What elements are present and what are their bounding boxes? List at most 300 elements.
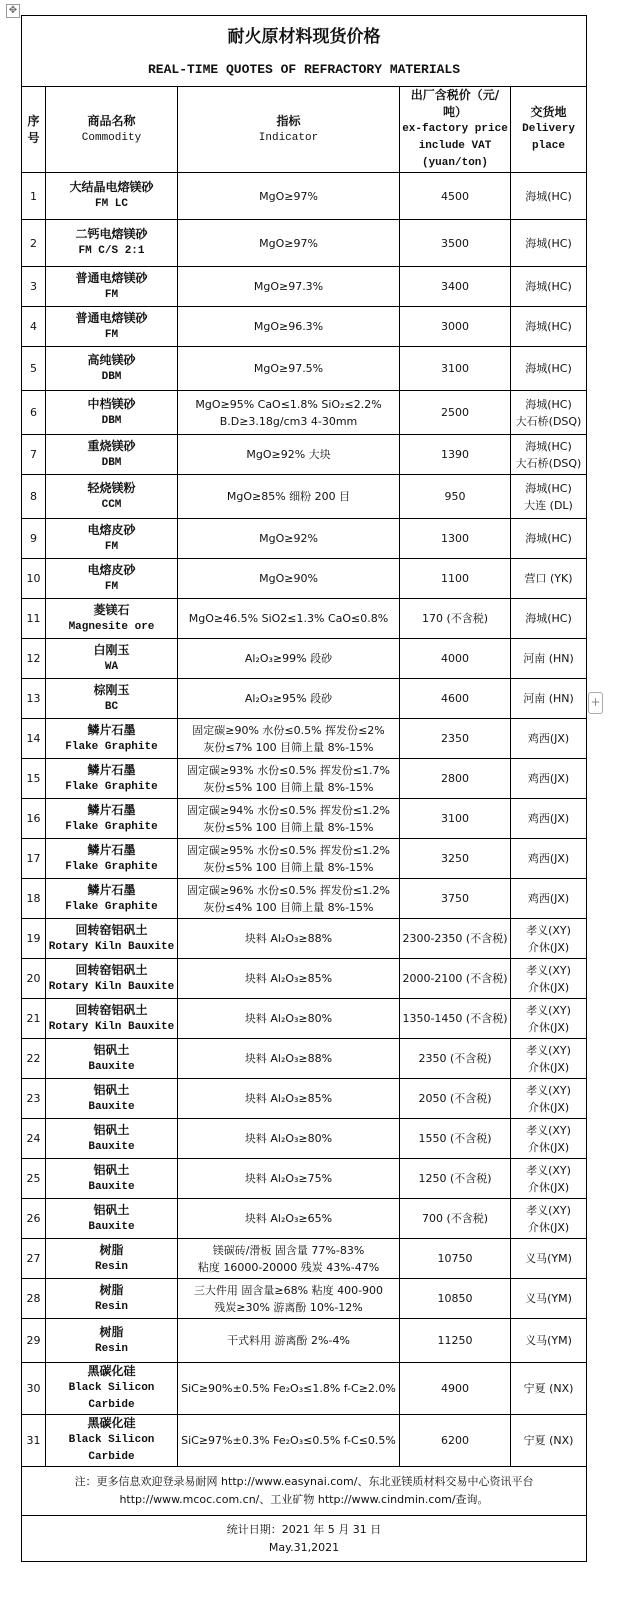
row-number: 21 — [22, 999, 46, 1039]
indicator-cell — [178, 639, 400, 679]
table-row — [22, 1199, 587, 1239]
commodity-name-cn: 鳞片石墨 — [87, 842, 136, 857]
row-number: 7 — [22, 435, 46, 475]
commodity-name-en: DBM — [101, 456, 122, 469]
delivery-place: 孝义(XY) — [526, 1003, 571, 1017]
indicator-cell — [178, 839, 400, 879]
commodity-cell — [46, 919, 178, 959]
delivery-place-cell — [511, 435, 587, 475]
row-number: 12 — [22, 639, 46, 679]
table-row — [22, 347, 587, 391]
price-cell: 2300-2350 (不含税) — [400, 919, 511, 959]
table-row — [22, 959, 587, 999]
indicator-line: 固定碳≥93% 水份≤0.5% 挥发份≤1.7% — [187, 763, 390, 777]
row-number: 3 — [22, 267, 46, 307]
footnote: 注：更多信息欢迎登录易耐网 http://www.easynai.com/、东北亚镁质材料交易中心资讯平台 http://www.mcoc.com.cn/、工业矿物 http://www.cindmin.com/查询。 — [22, 1467, 587, 1516]
commodity-cell — [46, 435, 178, 475]
price-cell: 4600 — [400, 679, 511, 719]
commodity-cell — [46, 519, 178, 559]
delivery-place-cell — [511, 959, 587, 999]
row-number: 29 — [22, 1319, 46, 1363]
indicator-line: 块料 Al₂O₃≥75% — [244, 1172, 333, 1185]
delivery-place-cell — [511, 759, 587, 799]
price-cell: 3750 — [400, 879, 511, 919]
price-cell: 1550 (不含税) — [400, 1119, 511, 1159]
commodity-name-cn: 轻烧镁粉 — [87, 480, 136, 495]
indicator-cell — [178, 759, 400, 799]
price-cell: 6200 — [400, 1415, 511, 1467]
indicator-cell — [178, 1239, 400, 1279]
commodity-name-en: Bauxite — [88, 1140, 135, 1153]
indicator-line: 块料 Al₂O₃≥85% — [244, 972, 333, 985]
delivery-place: 义马(YM) — [525, 1292, 572, 1305]
table-header — [22, 87, 587, 173]
table-row — [22, 267, 587, 307]
table-row — [22, 919, 587, 959]
indicator-line: Al₂O₃≥95% 段砂 — [244, 692, 333, 705]
commodity-name-cn: 回转窑铝矾土 — [75, 962, 148, 977]
delivery-place-cell — [511, 1415, 587, 1467]
commodity-name-en: Bauxite — [88, 1220, 135, 1233]
delivery-place-cell — [511, 307, 587, 347]
price-cell: 2350 — [400, 719, 511, 759]
delivery-place-cell — [511, 391, 587, 435]
price-cell: 1350-1450 (不含税) — [400, 999, 511, 1039]
delivery-place-cell — [511, 879, 587, 919]
delivery-place-cell — [511, 799, 587, 839]
delivery-place-cell — [511, 347, 587, 391]
row-number: 17 — [22, 839, 46, 879]
delivery-place: 孝义(XY) — [526, 963, 571, 977]
commodity-name-en: FM — [104, 540, 119, 553]
commodity-name-cn: 普通电熔镁砂 — [75, 310, 148, 325]
move-handle-icon[interactable]: ✥ — [6, 4, 20, 18]
table-row — [22, 799, 587, 839]
table-row — [22, 1363, 587, 1415]
table-row — [22, 220, 587, 267]
indicator-line: 残炭≥30% 游离酚 10%-12% — [214, 1300, 363, 1314]
commodity-name-en: Flake Graphite — [65, 900, 158, 913]
table-row — [22, 639, 587, 679]
delivery-place-cell — [511, 719, 587, 759]
price-cell: 10750 — [400, 1239, 511, 1279]
row-number: 25 — [22, 1159, 46, 1199]
commodity-name-cn: 黑碳化硅 — [87, 1364, 136, 1378]
indicator-line: MgO≥85% 细粉 200 目 — [226, 490, 351, 503]
commodity-name-cn: 菱镁石 — [93, 602, 130, 617]
row-number: 16 — [22, 799, 46, 839]
delivery-place: 义马(YM) — [525, 1334, 572, 1347]
row-number: 1 — [22, 173, 46, 220]
commodity-name-cn: 树脂 — [99, 1242, 124, 1257]
delivery-place: 海城(HC) — [525, 439, 572, 453]
row-number: 30 — [22, 1363, 46, 1415]
commodity-name-cn: 鳞片石墨 — [87, 762, 136, 777]
table-row — [22, 1319, 587, 1363]
commodity-name-en: Flake Graphite — [65, 820, 158, 833]
commodity-name-en: Rotary Kiln Bauxite — [48, 1020, 175, 1033]
add-row-icon[interactable]: + — [588, 692, 603, 714]
commodity-name-en: BC — [104, 700, 119, 713]
header-place: 交货地 Delivery place — [511, 87, 587, 173]
price-cell: 2500 — [400, 391, 511, 435]
indicator-line: MgO≥97% — [259, 189, 318, 203]
commodity-name-cn: 普通电熔镁砂 — [75, 270, 148, 285]
delivery-place: 孝义(XY) — [526, 923, 571, 937]
commodity-name-en: Resin — [94, 1342, 128, 1355]
delivery-place: 孝义(XY) — [526, 1083, 571, 1097]
indicator-line: 固定碳≥96% 水份≤0.5% 挥发份≤1.2% — [187, 883, 390, 897]
commodity-cell — [46, 959, 178, 999]
indicator-cell — [178, 1039, 400, 1079]
commodity-name-en: FM — [104, 288, 119, 301]
price-cell: 1390 — [400, 435, 511, 475]
commodity-cell — [46, 347, 178, 391]
delivery-place: 大连 (DL) — [524, 498, 573, 512]
commodity-cell — [46, 1239, 178, 1279]
delivery-place: 宁夏 (NX) — [523, 1382, 574, 1395]
indicator-line: MgO≥92% — [259, 532, 318, 545]
delivery-place: 海城(HC) — [525, 481, 572, 495]
price-cell: 4000 — [400, 639, 511, 679]
header-no: 序号 — [22, 87, 46, 173]
delivery-place: 鸡西(JX) — [527, 812, 570, 825]
indicator-line: MgO≥97.3% — [253, 280, 324, 293]
indicator-cell — [178, 1079, 400, 1119]
price-cell: 2000-2100 (不含税) — [400, 959, 511, 999]
delivery-place-cell — [511, 1319, 587, 1363]
delivery-place: 介休(JX) — [527, 1140, 570, 1154]
row-number: 31 — [22, 1415, 46, 1467]
delivery-place-cell — [511, 1199, 587, 1239]
commodity-cell — [46, 679, 178, 719]
table-row — [22, 679, 587, 719]
commodity-cell — [46, 999, 178, 1039]
indicator-cell — [178, 220, 400, 267]
indicator-cell — [178, 1319, 400, 1363]
indicator-cell — [178, 959, 400, 999]
commodity-name-cn: 铝矾土 — [93, 1122, 130, 1137]
table-row — [22, 173, 587, 220]
commodity-name-cn: 回转窑铝矾土 — [75, 922, 148, 937]
commodity-name-en: Rotary Kiln Bauxite — [48, 940, 175, 953]
commodity-name-en: Resin — [94, 1300, 128, 1313]
row-number: 11 — [22, 599, 46, 639]
delivery-place-cell — [511, 1363, 587, 1415]
commodity-name-en: Resin — [94, 1260, 128, 1273]
price-cell: 170 (不含税) — [400, 599, 511, 639]
delivery-place: 营口 (YK) — [524, 572, 573, 585]
indicator-cell — [178, 679, 400, 719]
commodity-cell — [46, 879, 178, 919]
indicator-line: 镁碳砖/滑板 固含量 77%-83% — [212, 1243, 365, 1257]
row-number: 6 — [22, 391, 46, 435]
table-row — [22, 519, 587, 559]
delivery-place-cell — [511, 173, 587, 220]
indicator-line: 干式料用 游离酚 2%-4% — [227, 1334, 350, 1347]
table-row — [22, 559, 587, 599]
delivery-place: 义马(YM) — [525, 1252, 572, 1265]
price-cell: 10850 — [400, 1279, 511, 1319]
commodity-name-cn: 铝矾土 — [93, 1202, 130, 1217]
commodity-name-en: DBM — [101, 414, 122, 427]
delivery-place: 孝义(XY) — [526, 1203, 571, 1217]
delivery-place: 海城(HC) — [525, 189, 572, 203]
delivery-place: 介休(JX) — [527, 1180, 570, 1194]
commodity-name-cn: 鳞片石墨 — [87, 722, 136, 737]
price-cell: 700 (不含税) — [400, 1199, 511, 1239]
price-table — [21, 15, 587, 1562]
indicator-line: 粘度 16000-20000 残炭 43%-47% — [197, 1260, 380, 1274]
delivery-place: 海城(HC) — [525, 280, 572, 293]
table-row — [22, 307, 587, 347]
delivery-place: 海城(HC) — [525, 612, 572, 625]
price-cell: 1300 — [400, 519, 511, 559]
delivery-place: 海城(HC) — [525, 397, 572, 411]
commodity-cell — [46, 759, 178, 799]
delivery-place-cell — [511, 519, 587, 559]
delivery-place-cell — [511, 1039, 587, 1079]
commodity-cell — [46, 1159, 178, 1199]
commodity-name-en: Black Silicon Carbide — [68, 1382, 155, 1411]
price-cell: 2050 (不含税) — [400, 1079, 511, 1119]
delivery-place: 大石桥(DSQ) — [515, 414, 582, 428]
row-number: 4 — [22, 307, 46, 347]
commodity-cell — [46, 1079, 178, 1119]
commodity-name-cn: 中档镁砂 — [87, 396, 136, 411]
commodity-cell — [46, 1319, 178, 1363]
commodity-name-cn: 高纯镁砂 — [87, 352, 136, 367]
commodity-name-en: CCM — [101, 498, 122, 511]
delivery-place-cell — [511, 1119, 587, 1159]
table-row — [22, 599, 587, 639]
commodity-name-en: FM — [104, 328, 119, 341]
indicator-cell — [178, 1415, 400, 1467]
commodity-name-en: Flake Graphite — [65, 780, 158, 793]
table-row — [22, 759, 587, 799]
indicator-cell — [178, 267, 400, 307]
price-cell: 3000 — [400, 307, 511, 347]
indicator-cell — [178, 799, 400, 839]
commodity-name-cn: 回转窑铝矾土 — [75, 1002, 148, 1017]
row-number: 26 — [22, 1199, 46, 1239]
indicator-cell — [178, 519, 400, 559]
table-row — [22, 839, 587, 879]
delivery-place: 孝义(XY) — [526, 1123, 571, 1137]
commodity-name-cn: 电熔皮砂 — [87, 562, 136, 577]
indicator-line: SiC≥97%±0.3% Fe₂O₃≤0.5% f-C≤0.5% — [181, 1434, 396, 1447]
commodity-name-cn: 白刚玉 — [93, 642, 130, 657]
delivery-place-cell — [511, 267, 587, 307]
indicator-line: 块料 Al₂O₃≥80% — [244, 1132, 333, 1145]
price-cell: 4900 — [400, 1363, 511, 1415]
indicator-line: 固定碳≥95% 水份≤0.5% 挥发份≤1.2% — [187, 843, 390, 857]
table-row — [22, 475, 587, 519]
indicator-cell — [178, 1363, 400, 1415]
commodity-name-cn: 鳞片石墨 — [87, 882, 136, 897]
delivery-place: 河南 (HN) — [523, 692, 574, 705]
indicator-cell — [178, 919, 400, 959]
indicator-cell — [178, 173, 400, 220]
indicator-line: MgO≥97% — [259, 236, 318, 250]
indicator-cell — [178, 307, 400, 347]
commodity-name-cn: 铝矾土 — [93, 1042, 130, 1057]
indicator-cell — [178, 879, 400, 919]
delivery-place-cell — [511, 639, 587, 679]
commodity-cell — [46, 1199, 178, 1239]
delivery-place: 介休(JX) — [527, 940, 570, 954]
commodity-cell — [46, 173, 178, 220]
delivery-place-cell — [511, 999, 587, 1039]
commodity-cell — [46, 475, 178, 519]
indicator-cell — [178, 999, 400, 1039]
table-row — [22, 1079, 587, 1119]
price-cell: 2350 (不含税) — [400, 1039, 511, 1079]
row-number: 18 — [22, 879, 46, 919]
row-number: 13 — [22, 679, 46, 719]
commodity-name-cn: 铝矾土 — [93, 1162, 130, 1177]
commodity-name-cn: 树脂 — [99, 1282, 124, 1297]
commodity-name-en: Bauxite — [88, 1180, 135, 1193]
indicator-cell — [178, 1279, 400, 1319]
commodity-cell — [46, 1415, 178, 1467]
delivery-place: 孝义(XY) — [526, 1163, 571, 1177]
header-indicator: 指标 Indicator — [178, 87, 400, 173]
commodity-name-en: Bauxite — [88, 1100, 135, 1113]
commodity-name-en: FM C/S 2:1 — [78, 245, 145, 257]
delivery-place: 海城(HC) — [525, 362, 572, 375]
indicator-line: MgO≥97.5% — [253, 362, 324, 375]
commodity-name-en: WA — [104, 660, 119, 673]
delivery-place-cell — [511, 1279, 587, 1319]
price-cell: 3400 — [400, 267, 511, 307]
commodity-name-en: Black Silicon Carbide — [68, 1434, 155, 1463]
price-cell: 3100 — [400, 799, 511, 839]
table-row — [22, 1415, 587, 1467]
commodity-name-cn: 树脂 — [99, 1324, 124, 1339]
header-commodity: 商品名称 Commodity — [46, 87, 178, 173]
commodity-name-en: Flake Graphite — [65, 860, 158, 873]
indicator-line: 块料 Al₂O₃≥88% — [244, 1052, 333, 1065]
delivery-place-cell — [511, 559, 587, 599]
indicator-line: 固定碳≥90% 水份≤0.5% 挥发份≤2% — [192, 723, 385, 737]
indicator-line: 固定碳≥94% 水份≤0.5% 挥发份≤1.2% — [187, 803, 390, 817]
delivery-place-cell — [511, 599, 587, 639]
page-subtitle: REAL-TIME QUOTES OF REFRACTORY MATERIALS — [22, 52, 587, 87]
delivery-place-cell — [511, 475, 587, 519]
indicator-line: 块料 Al₂O₃≥88% — [244, 932, 333, 945]
delivery-place: 介休(JX) — [527, 1100, 570, 1114]
indicator-line: MgO≥90% — [259, 572, 318, 585]
row-number: 8 — [22, 475, 46, 519]
row-number: 23 — [22, 1079, 46, 1119]
delivery-place: 介休(JX) — [527, 1060, 570, 1074]
indicator-cell — [178, 347, 400, 391]
commodity-name-cn: 鳞片石墨 — [87, 802, 136, 817]
indicator-cell — [178, 719, 400, 759]
commodity-cell — [46, 799, 178, 839]
commodity-name-cn: 电熔皮砂 — [87, 522, 136, 537]
indicator-cell — [178, 1199, 400, 1239]
price-cell: 2800 — [400, 759, 511, 799]
delivery-place-cell — [511, 679, 587, 719]
table-row — [22, 1279, 587, 1319]
price-cell: 950 — [400, 475, 511, 519]
page-title: 耐火原材料现货价格 — [22, 16, 587, 53]
commodity-cell — [46, 391, 178, 435]
table-row — [22, 1159, 587, 1199]
commodity-name-cn: 铝矾土 — [93, 1082, 130, 1097]
delivery-place: 孝义(XY) — [526, 1043, 571, 1057]
table-row — [22, 1039, 587, 1079]
delivery-place: 大石桥(DSQ) — [515, 456, 582, 470]
row-number: 22 — [22, 1039, 46, 1079]
indicator-cell — [178, 1159, 400, 1199]
delivery-place: 介休(JX) — [527, 980, 570, 994]
indicator-cell — [178, 391, 400, 435]
commodity-name-en: Flake Graphite — [65, 740, 158, 753]
price-cell: 3250 — [400, 839, 511, 879]
delivery-place-cell — [511, 1079, 587, 1119]
table-row — [22, 999, 587, 1039]
commodity-name-en: FM LC — [94, 198, 128, 210]
row-number: 5 — [22, 347, 46, 391]
price-cell: 3100 — [400, 347, 511, 391]
commodity-name-en: Magnesite ore — [68, 620, 155, 633]
delivery-place-cell — [511, 919, 587, 959]
delivery-place: 鸡西(JX) — [527, 852, 570, 865]
indicator-line: 灰份≤5% 100 目筛上量 8%-15% — [203, 820, 374, 834]
delivery-place: 海城(HC) — [525, 236, 572, 250]
indicator-cell — [178, 1119, 400, 1159]
indicator-line: Al₂O₃≥99% 段砂 — [244, 652, 333, 665]
commodity-cell — [46, 839, 178, 879]
indicator-line: MgO≥95% CaO≤1.8% SiO₂≤2.2% — [195, 397, 382, 411]
indicator-cell — [178, 599, 400, 639]
row-number: 2 — [22, 220, 46, 267]
delivery-place: 介休(JX) — [527, 1020, 570, 1034]
row-number: 10 — [22, 559, 46, 599]
commodity-name-en: DBM — [101, 370, 122, 383]
table-row — [22, 435, 587, 475]
price-cell: 4500 — [400, 173, 511, 220]
indicator-line: SiC≥90%±0.5% Fe₂O₃≤1.8% f-C≥2.0% — [181, 1382, 396, 1395]
indicator-line: 灰份≤7% 100 目筛上量 8%-15% — [203, 740, 374, 754]
commodity-name-en: Rotary Kiln Bauxite — [48, 980, 175, 993]
indicator-line: 三大件用 固含量≥68% 粘度 400-900 — [193, 1283, 384, 1297]
indicator-line: 块料 Al₂O₃≥80% — [244, 1012, 333, 1025]
table-row — [22, 1239, 587, 1279]
table-row — [22, 391, 587, 435]
table-row — [22, 879, 587, 919]
delivery-place: 鸡西(JX) — [527, 892, 570, 905]
delivery-place: 海城(HC) — [525, 320, 572, 333]
commodity-cell — [46, 719, 178, 759]
indicator-line: 块料 Al₂O₃≥65% — [244, 1212, 333, 1225]
price-cell: 1100 — [400, 559, 511, 599]
commodity-cell — [46, 1279, 178, 1319]
commodity-name-cn: 黑碳化硅 — [87, 1416, 136, 1430]
row-number: 28 — [22, 1279, 46, 1319]
table-row — [22, 1119, 587, 1159]
delivery-place: 河南 (HN) — [523, 652, 574, 665]
statistics-date: 统计日期：2021 年 5 月 31 日 May.31,2021 — [22, 1516, 587, 1562]
header-price: 出厂含税价（元/吨） ex-factory price include VAT (yuan/ton) — [400, 87, 511, 173]
indicator-cell — [178, 475, 400, 519]
price-cell: 1250 (不含税) — [400, 1159, 511, 1199]
row-number: 15 — [22, 759, 46, 799]
commodity-cell — [46, 220, 178, 267]
